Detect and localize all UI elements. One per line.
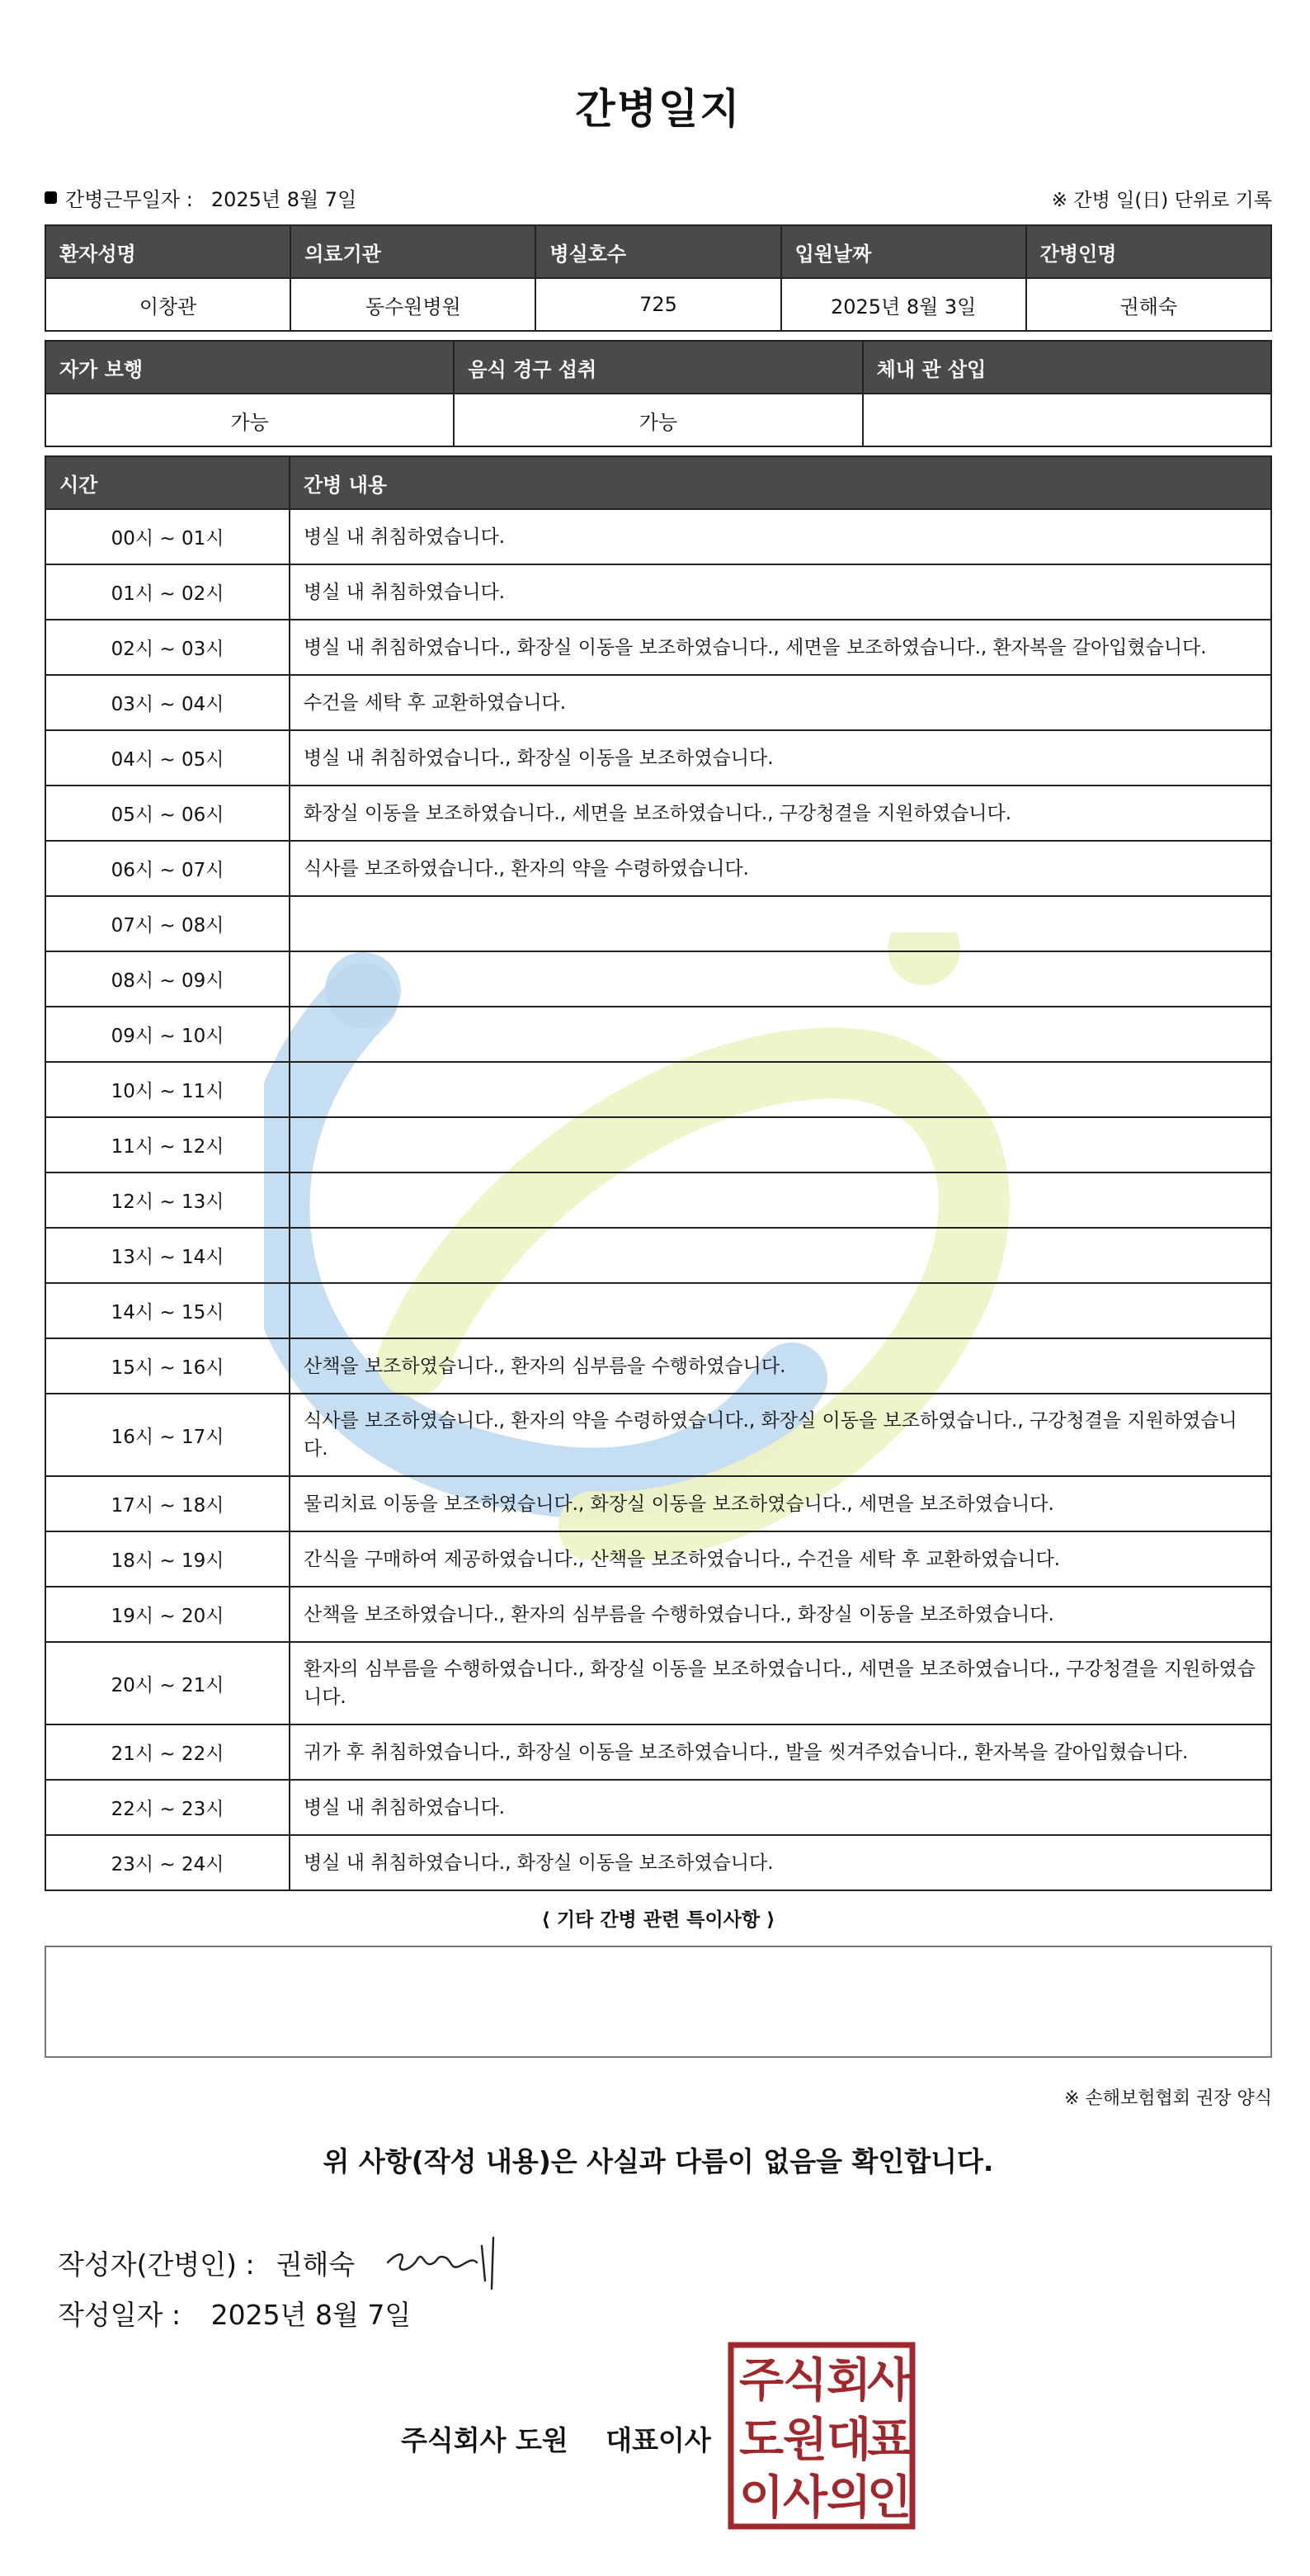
- svg-text:인: 인: [866, 2471, 912, 2525]
- self-walking-value: 가능: [45, 394, 454, 446]
- log-note: 병실 내 취침하였습니다., 화장실 이동을 보조하였습니다.: [290, 1835, 1271, 1890]
- svg-text:주: 주: [738, 2354, 785, 2408]
- caregiver-name: 권해숙: [1026, 278, 1271, 331]
- log-note: [290, 951, 1271, 1007]
- log-note: 귀가 후 취침하였습니다., 화장실 이동을 보조하였습니다., 발을 씻겨주었습니다., 환자복을 갈아입혔습니다.: [290, 1724, 1271, 1780]
- log-time: 11시 ~ 12시: [45, 1117, 290, 1172]
- care-log-row: [45, 1587, 1271, 1642]
- log-time: 15시 ~ 16시: [45, 1338, 290, 1394]
- svg-text:대: 대: [826, 2413, 872, 2467]
- care-log-row: [45, 896, 1271, 951]
- log-note: 병실 내 취침하였습니다.: [290, 564, 1271, 620]
- log-time: 08시 ~ 09시: [45, 951, 290, 1007]
- care-log-row: [45, 730, 1271, 786]
- log-time: 06시 ~ 07시: [45, 841, 290, 896]
- oral-intake-value: 가능: [454, 394, 862, 446]
- recommend-note: ※ 손해보험협회 권장 양식: [1064, 2088, 1272, 2109]
- signature: [381, 2229, 513, 2295]
- log-time: 23시 ~ 24시: [45, 1835, 290, 1890]
- care-log-row: [45, 951, 1271, 1007]
- log-note: [290, 1062, 1271, 1117]
- care-log-row: [45, 1724, 1271, 1780]
- care-log-row: [45, 1007, 1271, 1062]
- admission-date: 2025년 8월 3일: [781, 278, 1026, 331]
- care-log-row: [45, 841, 1271, 896]
- tube-insertion-value: [863, 394, 1271, 446]
- patient-status-table: [45, 340, 1272, 447]
- log-time: 17시 ~ 18시: [45, 1476, 290, 1531]
- log-time: 04시 ~ 05시: [45, 730, 290, 786]
- header-admission-date: 입원날짜: [781, 225, 1026, 278]
- work-date-label: 간병근무일자 :: [65, 188, 193, 211]
- care-log-row: [45, 564, 1271, 620]
- svg-text:도: 도: [738, 2413, 785, 2467]
- log-note: [290, 1283, 1271, 1338]
- header-care-content: 간병 내용: [290, 456, 1271, 509]
- care-log-row: [45, 1835, 1271, 1890]
- log-note: 간식을 구매하여 제공하였습니다., 산책을 보조하였습니다., 수건을 세탁 후 교환하였습니다.: [290, 1531, 1271, 1587]
- header-caregiver-name: 간병인명: [1026, 225, 1271, 278]
- log-time: 10시 ~ 11시: [45, 1062, 290, 1117]
- header-time: 시간: [45, 456, 290, 509]
- header-room: 병실호수: [535, 225, 780, 278]
- header-tube-insertion: 체내 관 삽입: [863, 341, 1271, 394]
- log-time: 18시 ~ 19시: [45, 1531, 290, 1587]
- log-note: 병실 내 취침하였습니다., 화장실 이동을 보조하였습니다.: [290, 730, 1271, 786]
- care-log-row: [45, 1338, 1271, 1394]
- care-log-row: [45, 1780, 1271, 1835]
- unit-note: ※ 간병 일(日) 단위로 기록: [1051, 190, 1272, 211]
- care-log-row: [45, 1531, 1271, 1587]
- log-note: [290, 1228, 1271, 1283]
- hospital-name: 동수원병원: [290, 278, 535, 331]
- log-note: [290, 896, 1271, 951]
- svg-text:표: 표: [866, 2413, 912, 2467]
- log-time: 09시 ~ 10시: [45, 1007, 290, 1062]
- writer-label: 작성자(간병인) :: [58, 2248, 255, 2281]
- confirmation-statement: 위 사항(작성 내용)은 사실과 다름이 없음을 확인합니다.: [323, 2145, 994, 2177]
- log-note: [290, 1172, 1271, 1228]
- log-note: 산책을 보조하였습니다., 환자의 심부름을 수행하였습니다., 화장실 이동을 보조하였습니다.: [290, 1587, 1271, 1642]
- writer-name: 권해숙: [276, 2248, 356, 2281]
- header-hospital: 의료기관: [290, 225, 535, 278]
- special-notes-box: [45, 1946, 1272, 2058]
- log-time: 02시 ~ 03시: [45, 620, 290, 675]
- written-date: 2025년 8월 7일: [210, 2299, 412, 2331]
- square-bullet-icon: [45, 191, 57, 204]
- log-note: 수건을 세탁 후 교환하였습니다.: [290, 675, 1271, 730]
- svg-text:사: 사: [782, 2471, 828, 2525]
- company-line: [401, 2419, 711, 2458]
- svg-text:사: 사: [866, 2354, 912, 2408]
- svg-text:식: 식: [782, 2354, 828, 2408]
- log-note: 화장실 이동을 보조하였습니다., 세면을 보조하였습니다., 구강청결을 지원하였습니다.: [290, 786, 1271, 841]
- log-note: 병실 내 취침하였습니다., 화장실 이동을 보조하였습니다., 세면을 보조하였습니다., 환자복을 갈아입혔습니다.: [290, 620, 1271, 675]
- log-note: 식사를 보조하였습니다., 환자의 약을 수령하였습니다., 화장실 이동을 보조하였습니다., 구강청결을 지원하였습니다.: [290, 1394, 1271, 1476]
- care-log-row: [45, 1642, 1271, 1724]
- ceo-title: 대표이사: [606, 2424, 711, 2456]
- written-date-label: 작성일자 :: [58, 2299, 181, 2331]
- work-date: 2025년 8월 7일: [210, 188, 357, 211]
- care-log-row: [45, 509, 1271, 564]
- care-log-row: [45, 1062, 1271, 1117]
- work-date-row: [45, 183, 356, 212]
- svg-text:회: 회: [826, 2354, 872, 2408]
- care-log-row: [45, 1172, 1271, 1228]
- log-note: 물리치료 이동을 보조하였습니다., 화장실 이동을 보조하였습니다., 세면을 보조하였습니다.: [290, 1476, 1271, 1531]
- log-note: [290, 1117, 1271, 1172]
- patient-name: 이창관: [45, 278, 290, 331]
- care-log-row: [45, 786, 1271, 841]
- log-time: 01시 ~ 02시: [45, 564, 290, 620]
- special-notes-label: ⟨ 기타 간병 관련 특이사항 ⟩: [541, 1909, 775, 1931]
- log-time: 21시 ~ 22시: [45, 1724, 290, 1780]
- care-log-row: [45, 1228, 1271, 1283]
- room-number: 725: [535, 278, 780, 331]
- writer-row: [58, 2229, 513, 2295]
- log-time: 22시 ~ 23시: [45, 1780, 290, 1835]
- log-note: 환자의 심부름을 수행하였습니다., 화장실 이동을 보조하였습니다., 세면을 보조하였습니다., 구강청결을 지원하였습니다.: [290, 1642, 1271, 1724]
- patient-info-table: [45, 224, 1272, 332]
- log-note: 병실 내 취침하였습니다.: [290, 509, 1271, 564]
- log-time: 03시 ~ 04시: [45, 675, 290, 730]
- care-log-row: [45, 620, 1271, 675]
- log-time: 07시 ~ 08시: [45, 896, 290, 951]
- header-patient-name: 환자성명: [45, 225, 290, 278]
- log-note: 산책을 보조하였습니다., 환자의 심부름을 수행하였습니다.: [290, 1338, 1271, 1394]
- company-seal: [728, 2342, 916, 2530]
- care-log-body: [45, 509, 1271, 1890]
- svg-text:원: 원: [782, 2413, 828, 2467]
- log-time: 13시 ~ 14시: [45, 1228, 290, 1283]
- care-log-row: [45, 1117, 1271, 1172]
- company-name: 주식회사 도원: [401, 2424, 568, 2456]
- care-log-row: [45, 1394, 1271, 1476]
- log-time: 05시 ~ 06시: [45, 786, 290, 841]
- page-title: 간병일지: [575, 85, 742, 133]
- care-log-table: [45, 455, 1272, 1891]
- header-self-walking: 자가 보행: [45, 341, 454, 394]
- log-note: 식사를 보조하였습니다., 환자의 약을 수령하였습니다.: [290, 841, 1271, 896]
- svg-text:의: 의: [826, 2471, 872, 2525]
- care-log-row: [45, 675, 1271, 730]
- svg-text:이: 이: [738, 2471, 785, 2525]
- log-time: 20시 ~ 21시: [45, 1642, 290, 1724]
- log-time: 19시 ~ 20시: [45, 1587, 290, 1642]
- log-time: 14시 ~ 15시: [45, 1283, 290, 1338]
- written-date-row: [58, 2294, 411, 2333]
- header-oral-intake: 음식 경구 섭취: [454, 341, 862, 394]
- log-time: 00시 ~ 01시: [45, 509, 290, 564]
- care-log-row: [45, 1476, 1271, 1531]
- log-time: 12시 ~ 13시: [45, 1172, 290, 1228]
- log-note: [290, 1007, 1271, 1062]
- log-time: 16시 ~ 17시: [45, 1394, 290, 1476]
- care-log-row: [45, 1283, 1271, 1338]
- log-note: 병실 내 취침하였습니다.: [290, 1780, 1271, 1835]
